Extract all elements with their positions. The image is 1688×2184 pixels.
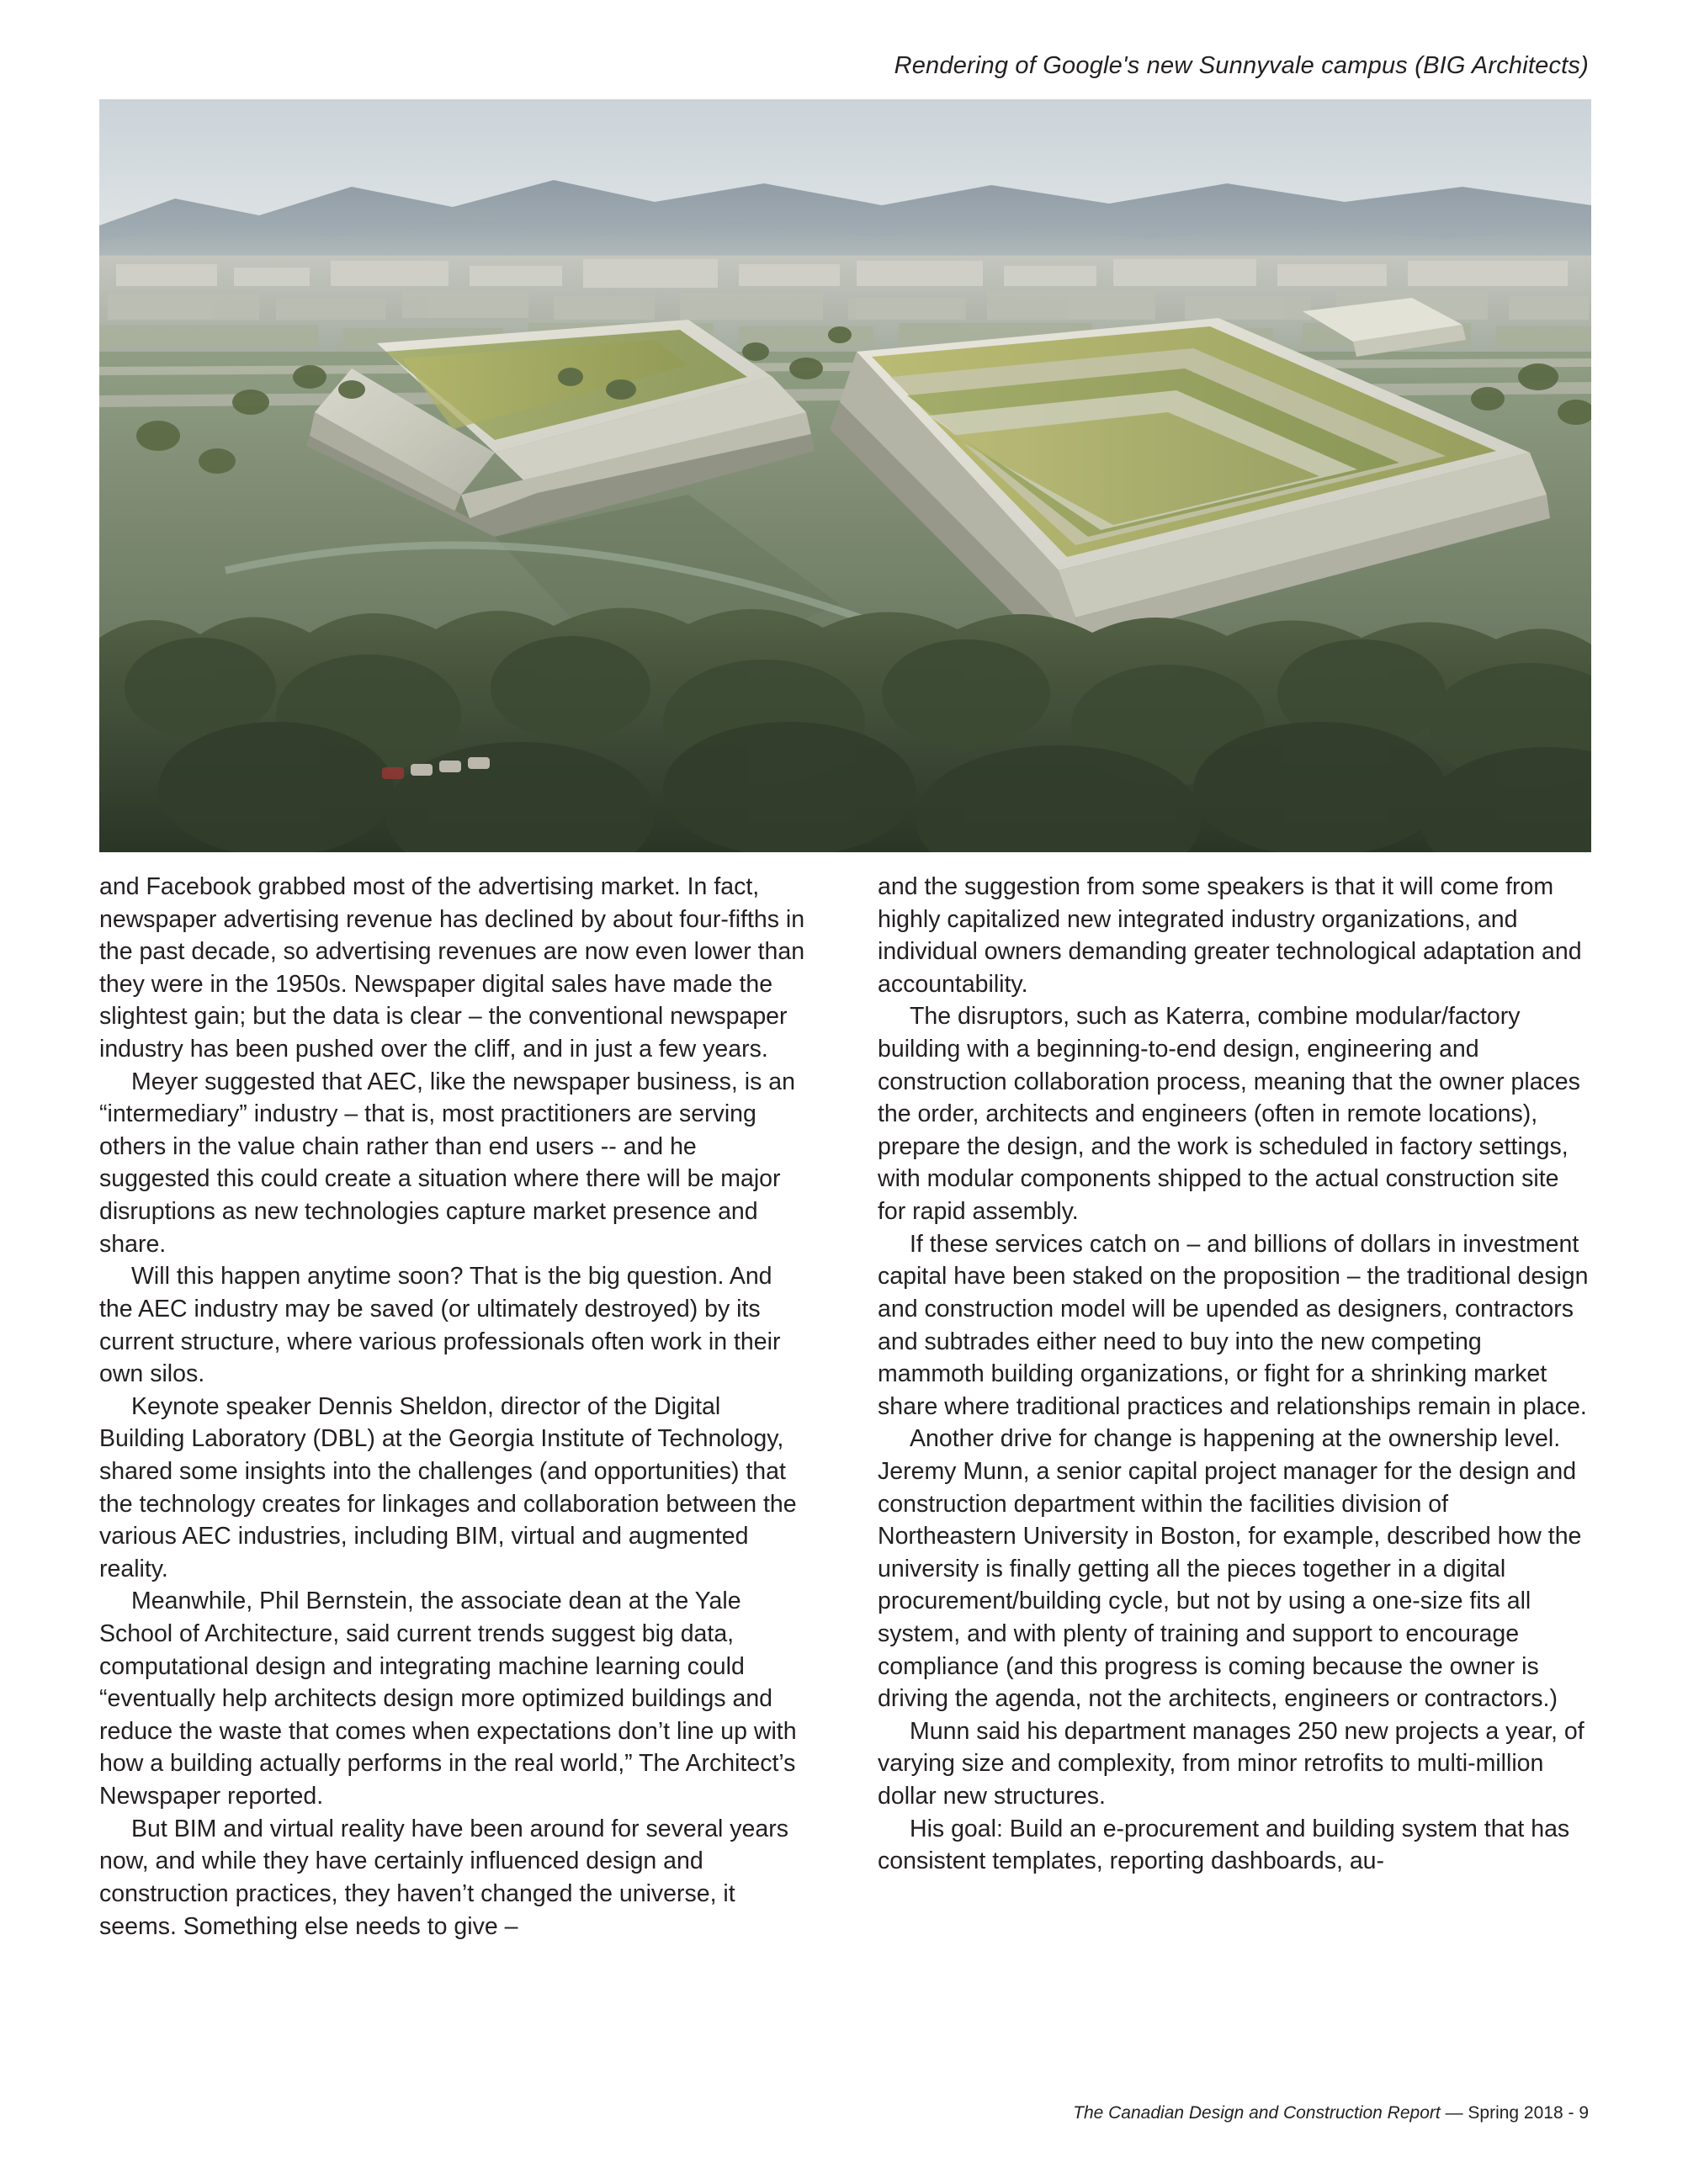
footer-publication: The Canadian Design and Construction Report [1073, 2103, 1441, 2123]
google-sunnyvale-campus-rendering [99, 99, 1591, 852]
paragraph: Will this happen anytime soon? That is the big question. And the AEC industry may be saved (or ultimately destroyed) by its current structure, where various professionals often work in their own silos. [99, 1263, 781, 1388]
page-footer [1073, 2103, 1589, 2123]
paragraph: and the suggestion from some speakers is that it will come from highly capitalized new integrated industry organizations, and individual owners demanding greater technological adaptation and accountability. [878, 873, 1582, 998]
paragraph: Another drive for change is happening at the ownership level. Jeremy Munn, a senior capital project manager for the design and construction department within the facilities division of Northeastern University in Boston, for example, described how the university is finally getting all the pieces together in a digital procurement/building cycle, but not by using a one-size fits all system, and with plenty of training and support to encourage compliance (and this progress is coming because the owner is driving the agenda, not the architects, engineers or contractors.) [878, 1425, 1582, 1713]
paragraph: Meyer suggested that AEC, like the newspaper business, is an “intermediary” industry – that is, most practitioners are serving others in the value chain rather than end users -- and he suggested this could create a situation where there will be major disruptions as new technologies capture market presence and share. [99, 1068, 795, 1258]
paragraph: Meanwhile, Phil Bernstein, the associate dean at the Yale School of Architecture, said current trends suggest big data, computational design and integrating machine learning could “eventually help architects design more optimized buildings and reduce the waste that comes when expectations don’t line up with how a building actually performs in the real world,” The Architect’s Newspaper reported. [99, 1588, 797, 1810]
image-caption: Rendering of Google's new Sunnyvale campus (BIG Architects) [894, 52, 1589, 79]
paragraph: But BIM and virtual reality have been around for several years now, and while they have certainly influenced design and construction practices, they haven’t changed the universe, it seems. Something else needs to give – [99, 1815, 788, 1940]
paragraph: Keynote speaker Dennis Sheldon, director of the Digital Building Laboratory (DBL) at the Georgia Institute of Technology, shared some insights into the challenges (and opportunities) that the technology creates for linkages and collaboration between the various AEC industries, including BIM, virtual and augmented reality. [99, 1392, 797, 1582]
paragraph: His goal: Build an e-procurement and building system that has consistent templates, reporting dashboards, au- [878, 1815, 1570, 1875]
campus-rendering-illustration [99, 99, 1591, 852]
article-body [99, 871, 1591, 1943]
paragraph: The disruptors, such as Katerra, combine modular/factory building with a beginning-to-end design, engineering and construction collaboration process, meaning that the owner places the order, architects and engineers (often in remote locations), prepare the design, and the work is scheduled in factory settings, with modular components shipped to the actual construction site for rapid assembly. [878, 1003, 1580, 1226]
paragraph: Munn said his department manages 250 new projects a year, of varying size and complexity, from minor retrofits to multi-million dollar new structures. [878, 1717, 1584, 1810]
column-right [878, 871, 1590, 1943]
paragraph: and Facebook grabbed most of the advertising market. In fact, newspaper advertising revenue has declined by about four-fifths in the past decade, so advertising revenues are now even lower than they were in the 1950s. Newspaper digital sales have made the slightest gain; but the data is clear – the conventional newspaper industry has been pushed over the cliff, and in just a few years. [99, 873, 805, 1063]
footer-issue: — Spring 2018 - 9 [1445, 2103, 1589, 2123]
paragraph: If these services catch on – and billions of dollars in investment capital have been staked on the proposition – the traditional design and construction model will be upended as designers, contractors and subtrades either need to buy into the new competing mammoth building organizations, or fight for a shrinking market share where traditional practices and relationships remain in place. [878, 1230, 1589, 1420]
column-left [99, 871, 812, 1943]
